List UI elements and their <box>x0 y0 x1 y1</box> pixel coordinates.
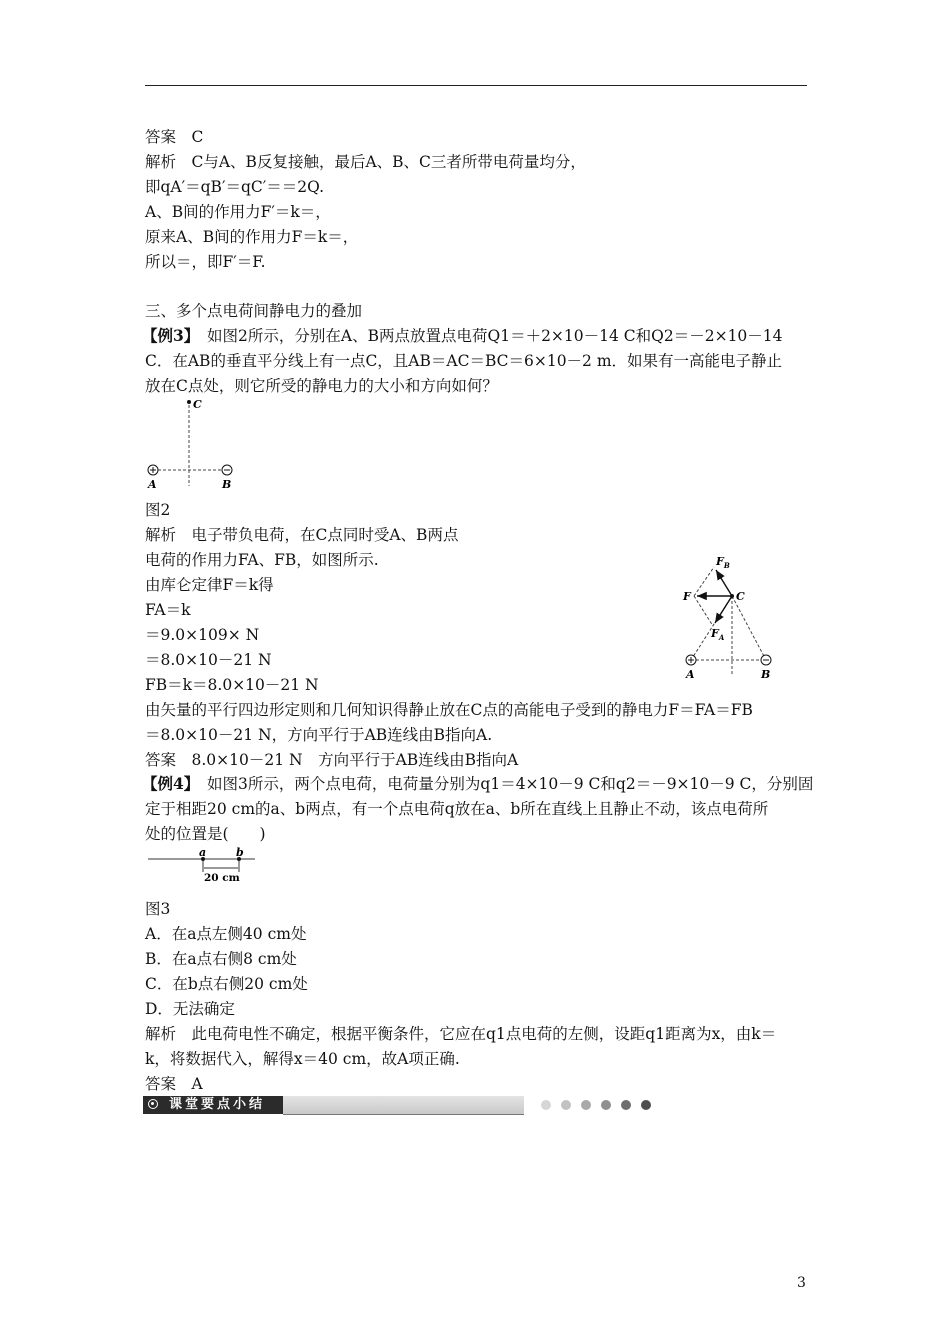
point-c-label: C <box>736 590 745 603</box>
analysis-line: ＝8.0×10－21 N，方向平行于AB连线由B指向A. <box>145 726 493 744</box>
analysis-line: 原来A、B间的作用力F＝k＝， <box>145 228 359 246</box>
example-tag: 【例4】 <box>142 774 192 793</box>
point-a-label: a <box>199 846 207 859</box>
question-text: 处的位置是( ) <box>145 825 266 843</box>
option-a: A．在a点左侧40 cm处 <box>145 925 307 943</box>
question-text: 如图3所示，两个点电荷，电荷量分别为q1＝4×10－9 C和q2＝－9×10－9 C，分别固 <box>191 775 814 793</box>
point-a-label: A <box>148 478 157 491</box>
answer-line: 答案 C <box>145 128 204 146</box>
decorative-dot-icon <box>601 1100 611 1110</box>
example3-question <box>142 326 783 346</box>
figure-caption: 图3 <box>145 900 171 918</box>
question-text: 放在C点处，则它所受的静电力的大小和方向如何？ <box>145 377 498 395</box>
decorative-dot-icon <box>541 1100 551 1110</box>
question-text: C．在AB的垂直平分线上有一点C，且AB＝AC＝BC＝6×10－2 m．如果有一高能电子静止 <box>145 352 783 370</box>
decorative-dot-icon <box>641 1100 651 1110</box>
analysis-line: 由矢量的平行四边形定则和几何知识得静止放在C点的高能电子受到的静电力F＝FA＝FB <box>145 701 753 719</box>
option-d: D．无法确定 <box>145 1000 235 1018</box>
page-number: 3 <box>797 1275 806 1291</box>
answer-line: 答案 A <box>145 1075 203 1093</box>
analysis-line: 解析 电子带负电荷，在C点同时受A、B两点 <box>145 526 459 544</box>
bullet-ring-icon <box>148 1099 158 1109</box>
decorative-dot-icon <box>621 1100 631 1110</box>
option-b: B．在a点右侧8 cm处 <box>145 950 297 968</box>
decorative-dot-icon <box>561 1100 571 1110</box>
analysis-line: ＝8.0×10－21 N <box>145 651 272 669</box>
analysis-line: 即qA′＝qB′＝qC′＝＝2Q. <box>145 178 324 196</box>
banner-bar <box>283 1096 524 1115</box>
option-c: C．在b点右侧20 cm处 <box>145 975 308 993</box>
point-b-label: b <box>236 846 244 859</box>
figure-caption: 图2 <box>145 501 171 519</box>
force-fa-label: $F_A$ <box>711 627 725 642</box>
analysis-line: FB＝k＝8.0×10－21 N <box>145 676 319 694</box>
analysis-line: 由库仑定律F＝k得 <box>145 576 274 594</box>
distance-label: 20 cm <box>204 872 240 884</box>
point-a-label: A <box>686 668 695 681</box>
analysis-line: FA＝k <box>145 601 191 619</box>
analysis-line: 所以＝，即F′＝F. <box>145 253 266 271</box>
question-text: 如图2所示，分别在A、B两点放置点电荷Q1＝＋2×10－14 C和Q2＝－2×10－14 <box>191 327 783 345</box>
answer-line: 答案 8.0×10－21 N 方向平行于AB连线由B指向A <box>145 751 519 769</box>
banner-title: 课堂要点小结 <box>169 1097 266 1112</box>
analysis-line: A、B间的作用力F′＝k＝， <box>145 203 331 221</box>
force-diagram <box>680 553 780 683</box>
analysis-line: k，将数据代入，解得x＝40 cm，故A项正确. <box>145 1050 460 1068</box>
analysis-line: ＝9.0×109× N <box>145 626 260 644</box>
summary-banner <box>143 1096 524 1114</box>
example4-question <box>142 774 813 794</box>
analysis-line: 电荷的作用力FA、FB，如图所示. <box>145 551 379 569</box>
decorative-dot-icon <box>581 1100 591 1110</box>
point-b-label: B <box>222 478 232 491</box>
question-text: 定于相距20 cm的a、b两点，有一个点电荷q放在a、b所在直线上且静止不动，该点电荷所 <box>145 800 769 818</box>
section-title: 三、多个点电荷间静电力的叠加 <box>145 302 363 320</box>
force-fb-label: $F_B$ <box>716 555 730 570</box>
force-f-label: F <box>683 590 691 603</box>
point-c-label: C <box>193 398 202 411</box>
banner-title-block <box>143 1096 283 1114</box>
point-b-label: B <box>761 668 771 681</box>
header-rule <box>145 85 807 86</box>
analysis-line: 解析 此电荷电性不确定，根据平衡条件，它应在q1点电荷的左侧，设距q1距离为x，由k＝ <box>145 1025 777 1043</box>
analysis-line: 解析 C与A、B反复接触，最后A、B、C三者所带电荷量均分， <box>145 153 586 171</box>
figure-2-diagram <box>143 394 243 492</box>
example-tag: 【例3】 <box>142 326 192 345</box>
figure-3-diagram <box>145 844 260 884</box>
